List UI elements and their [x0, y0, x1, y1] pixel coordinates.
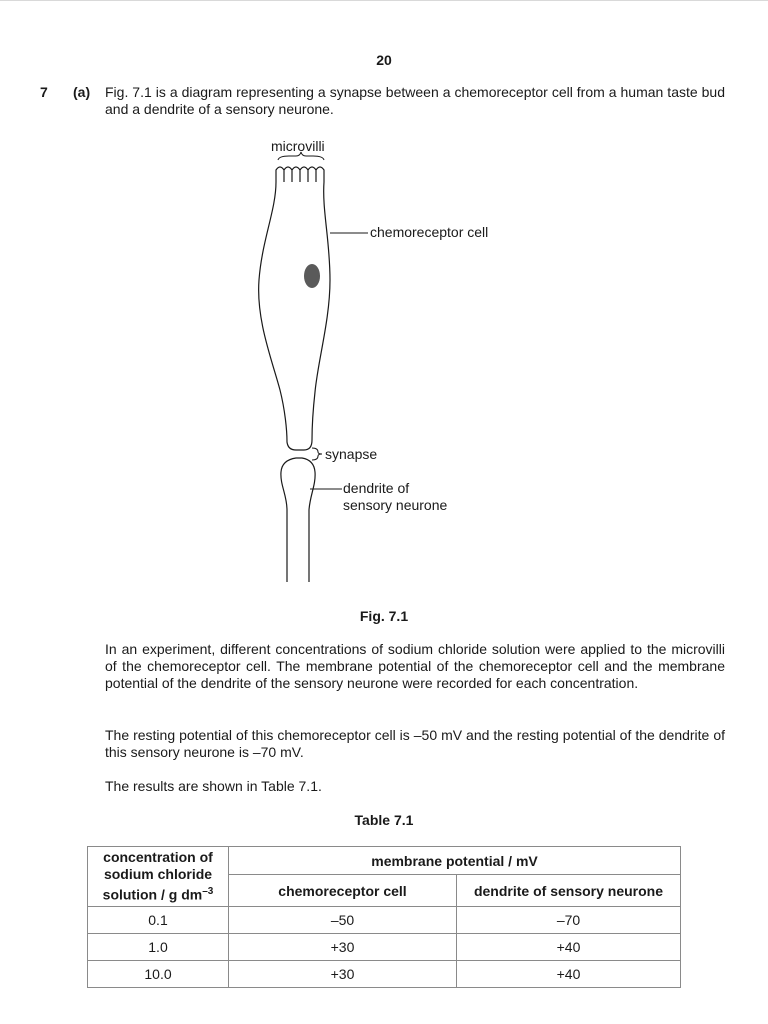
label-dendrite-line2: sensory neurone: [343, 497, 448, 513]
table-row: [88, 907, 681, 934]
chemoreceptor-cell-body: [259, 182, 330, 450]
question-number: 7: [40, 84, 48, 100]
label-chemoreceptor-cell: chemoreceptor cell: [370, 224, 489, 240]
synapse-diagram: [0, 130, 768, 590]
header-dendrite: dendrite of sensory neurone: [457, 875, 681, 907]
question-part: (a): [73, 84, 91, 100]
cell-dendrite: –70: [457, 907, 681, 934]
label-synapse: synapse: [325, 446, 378, 462]
header-membrane-potential: membrane potential / mV: [229, 847, 681, 875]
header-conc-line3: solution / g dm: [102, 886, 203, 903]
cell-chemoreceptor: +30: [229, 934, 457, 961]
cell-concentration: 0.1: [88, 907, 229, 934]
question-text: Fig. 7.1 is a diagram representing a synapse between a chemoreceptor cell from a human taste bud and a dendrite of a sensory neurone.: [105, 84, 725, 117]
dendrite-outline: [281, 458, 315, 582]
header-conc-superscript: –3: [202, 886, 214, 898]
paragraph-results-intro: The results are shown in Table 7.1.: [105, 778, 322, 794]
page-number: 20: [376, 52, 392, 68]
cell-chemoreceptor: –50: [229, 907, 457, 934]
table-caption: Table 7.1: [354, 812, 414, 828]
cell-concentration: 1.0: [88, 934, 229, 961]
cell-nucleus: [304, 264, 320, 288]
label-dendrite-line1: dendrite of: [343, 480, 410, 496]
figure-caption: Fig. 7.1: [359, 608, 409, 624]
cell-concentration: 10.0: [88, 961, 229, 988]
paragraph-experiment: In an experiment, different concentrations of sodium chloride solution were applied to the microvilli of the chemoreceptor cell. The membrane potential of the chemoreceptor cell and the membrane potential of the dendrite of the sensory neurone were recorded for each concentration.: [105, 641, 725, 691]
chemoreceptor-cell-outline: [276, 167, 324, 182]
cell-chemoreceptor: +30: [229, 961, 457, 988]
cell-dendrite: +40: [457, 934, 681, 961]
label-microvilli: microvilli: [271, 138, 325, 154]
page-top-border: [0, 0, 768, 1]
header-chemoreceptor-cell: chemoreceptor cell: [229, 875, 457, 907]
cell-dendrite: +40: [457, 961, 681, 988]
synapse-brace: [312, 448, 322, 460]
header-concentration: [88, 847, 229, 907]
table-row: [88, 961, 681, 988]
paragraph-resting-potential: The resting potential of this chemoreceptor cell is –50 mV and the resting potential of the dendrite of this sensory neurone is –70 mV.: [105, 727, 725, 760]
header-conc-line1: concentration of: [103, 849, 213, 866]
header-conc-line2: sodium chloride: [103, 866, 213, 883]
results-table: [87, 846, 681, 988]
table-row: [88, 934, 681, 961]
